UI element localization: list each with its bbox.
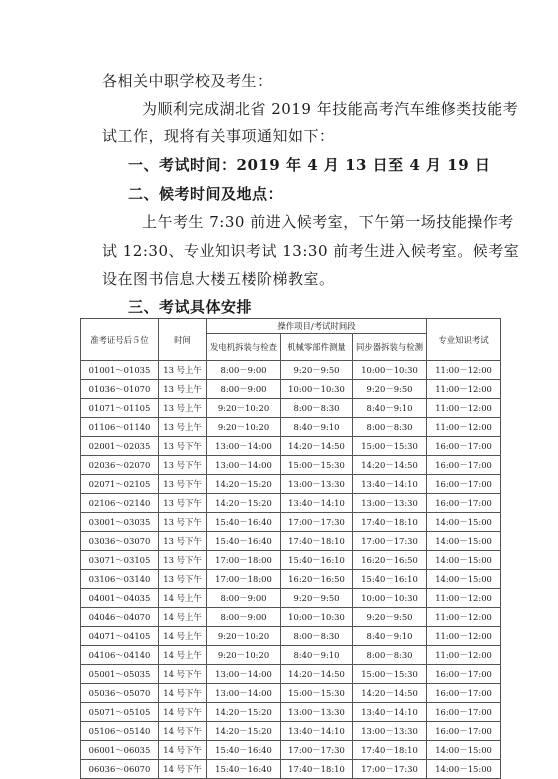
cell-measurement: 13:40－14:10 <box>281 722 353 741</box>
header-time: 时间 <box>159 319 207 361</box>
table-row <box>81 589 501 608</box>
section-schedule-heading: 三、考试具体安排 <box>128 298 253 316</box>
table-row <box>81 551 501 570</box>
cell-measurement: 16:20－16:50 <box>281 570 353 589</box>
cell-synchronizer: 17:00－17:30 <box>353 532 427 551</box>
cell-measurement: 17:40－18:10 <box>281 760 353 779</box>
cell-generator: 17:00－18:00 <box>207 551 281 570</box>
cell-id-range: 04106～04140 <box>81 646 159 665</box>
cell-time: 13 号下午 <box>159 532 207 551</box>
intro-line-1: 为顺利完成湖北省 2019 年技能高考汽车维修类技能考 <box>142 100 519 118</box>
cell-measurement: 13:00－13:30 <box>281 703 353 722</box>
cell-time: 13 号上午 <box>159 380 207 399</box>
cell-knowledge: 11:00－12:00 <box>427 608 501 627</box>
cell-knowledge: 14:00－15:00 <box>427 570 501 589</box>
cell-time: 13 号上午 <box>159 399 207 418</box>
cell-measurement: 8:40－9:10 <box>281 646 353 665</box>
salutation: 各相关中职学校及考生： <box>102 72 273 90</box>
cell-synchronizer: 13:00－13:30 <box>353 722 427 741</box>
cell-synchronizer: 8:40－9:10 <box>353 627 427 646</box>
cell-synchronizer: 10:00－10:30 <box>353 361 427 380</box>
cell-id-range: 02106～02140 <box>81 494 159 513</box>
cell-time: 13 号上午 <box>159 418 207 437</box>
cell-time: 14 号下午 <box>159 760 207 779</box>
cell-knowledge: 11:00－12:00 <box>427 646 501 665</box>
cell-id-range: 04071～04105 <box>81 627 159 646</box>
cell-synchronizer: 17:40－18:10 <box>353 513 427 532</box>
table-row <box>81 665 501 684</box>
cell-generator: 13:00－14:00 <box>207 456 281 475</box>
section-exam-time: 一、考试时间：2019 年 4 月 13 日至 4 月 19 日 <box>128 156 491 174</box>
cell-generator: 8:00－9:00 <box>207 380 281 399</box>
cell-knowledge: 14:00－15:00 <box>427 513 501 532</box>
exam-schedule-table <box>80 318 501 779</box>
cell-generator: 9:20－10:20 <box>207 399 281 418</box>
cell-id-range: 03036～03070 <box>81 532 159 551</box>
table-row <box>81 532 501 551</box>
cell-time: 14 号上午 <box>159 646 207 665</box>
cell-generator: 14:20－15:20 <box>207 722 281 741</box>
cell-synchronizer: 8:40－9:10 <box>353 399 427 418</box>
cell-generator: 15:40－16:40 <box>207 760 281 779</box>
waiting-line-2: 试 12:30、专业知识考试 13:30 前考生进入候考室。候考室 <box>102 242 520 260</box>
cell-time: 14 号下午 <box>159 722 207 741</box>
table-row <box>81 646 501 665</box>
cell-id-range: 05001～05035 <box>81 665 159 684</box>
cell-synchronizer: 15:00－15:30 <box>353 665 427 684</box>
cell-time: 13 号下午 <box>159 570 207 589</box>
cell-knowledge: 14:00－15:00 <box>427 760 501 779</box>
cell-synchronizer: 13:00－13:30 <box>353 494 427 513</box>
table-row <box>81 684 501 703</box>
table-row <box>81 570 501 589</box>
cell-measurement: 15:40－16:10 <box>281 551 353 570</box>
cell-synchronizer: 8:00－8:30 <box>353 646 427 665</box>
cell-time: 13 号下午 <box>159 494 207 513</box>
cell-measurement: 15:00－15:30 <box>281 456 353 475</box>
cell-measurement: 8:00－8:30 <box>281 627 353 646</box>
intro-line-2: 试工作，现将有关事项通知如下： <box>102 127 335 145</box>
cell-knowledge: 11:00－12:00 <box>427 399 501 418</box>
table-row <box>81 760 501 779</box>
cell-measurement: 13:00－13:30 <box>281 475 353 494</box>
table-row <box>81 437 501 456</box>
cell-knowledge: 16:00－17:00 <box>427 437 501 456</box>
cell-measurement: 15:00－15:30 <box>281 684 353 703</box>
table-row <box>81 361 501 380</box>
cell-generator: 13:00－14:00 <box>207 684 281 703</box>
cell-id-range: 05106～05140 <box>81 722 159 741</box>
cell-synchronizer: 14:20－14:50 <box>353 456 427 475</box>
cell-knowledge: 14:00－15:00 <box>427 551 501 570</box>
cell-id-range: 01001～01035 <box>81 361 159 380</box>
cell-time: 13 号下午 <box>159 551 207 570</box>
cell-time: 14 号下午 <box>159 665 207 684</box>
cell-knowledge: 16:00－17:00 <box>427 494 501 513</box>
cell-knowledge: 14:00－15:00 <box>427 741 501 760</box>
cell-time: 13 号下午 <box>159 437 207 456</box>
cell-time: 14 号上午 <box>159 608 207 627</box>
cell-measurement: 8:40－9:10 <box>281 418 353 437</box>
cell-id-range: 03071～03105 <box>81 551 159 570</box>
header-measurement: 机械零部件测量 <box>281 334 353 361</box>
cell-id-range: 04046～04070 <box>81 608 159 627</box>
cell-generator: 14:20－15:20 <box>207 703 281 722</box>
cell-measurement: 14:20－14:50 <box>281 437 353 456</box>
cell-measurement: 13:40－14:10 <box>281 494 353 513</box>
waiting-line-3: 设在图书信息大楼五楼阶梯教室。 <box>102 270 335 288</box>
section-waiting-heading: 二、候考时间及地点： <box>128 185 284 203</box>
cell-measurement: 17:40－18:10 <box>281 532 353 551</box>
header-operations-group: 操作项目/考试时间段 <box>207 319 427 334</box>
header-synchronizer: 同步器拆装与检测 <box>353 334 427 361</box>
cell-knowledge: 14:00－15:00 <box>427 532 501 551</box>
cell-id-range: 01036～01070 <box>81 380 159 399</box>
cell-id-range: 02071～02105 <box>81 475 159 494</box>
table-row <box>81 456 501 475</box>
cell-generator: 8:00－9:00 <box>207 608 281 627</box>
cell-id-range: 03001～03035 <box>81 513 159 532</box>
cell-knowledge: 11:00－12:00 <box>427 361 501 380</box>
cell-time: 13 号下午 <box>159 513 207 532</box>
cell-time: 14 号上午 <box>159 627 207 646</box>
cell-id-range: 04001～04035 <box>81 589 159 608</box>
cell-id-range: 01071～01105 <box>81 399 159 418</box>
cell-generator: 14:20－15:20 <box>207 475 281 494</box>
schedule-body <box>81 361 501 779</box>
cell-generator: 13:00－14:00 <box>207 665 281 684</box>
cell-time: 13 号上午 <box>159 361 207 380</box>
table-row <box>81 380 501 399</box>
cell-synchronizer: 17:40－18:10 <box>353 741 427 760</box>
cell-measurement: 10:00－10:30 <box>281 380 353 399</box>
table-row <box>81 513 501 532</box>
cell-synchronizer: 13:40－14:10 <box>353 703 427 722</box>
table-row <box>81 608 501 627</box>
cell-knowledge: 16:00－17:00 <box>427 703 501 722</box>
cell-generator: 13:00－14:00 <box>207 437 281 456</box>
cell-measurement: 17:00－17:30 <box>281 513 353 532</box>
cell-generator: 8:00－9:00 <box>207 589 281 608</box>
cell-generator: 15:40－16:40 <box>207 532 281 551</box>
cell-synchronizer: 9:20－9:50 <box>353 380 427 399</box>
cell-synchronizer: 8:00－8:30 <box>353 418 427 437</box>
cell-measurement: 9:20－9:50 <box>281 589 353 608</box>
cell-measurement: 10:00－10:30 <box>281 608 353 627</box>
cell-synchronizer: 17:00－17:30 <box>353 760 427 779</box>
cell-synchronizer: 16:20－16:50 <box>353 551 427 570</box>
table-row <box>81 741 501 760</box>
header-knowledge-exam: 专业知识考试 <box>427 319 501 361</box>
cell-knowledge: 16:00－17:00 <box>427 665 501 684</box>
cell-generator: 14:20－15:20 <box>207 494 281 513</box>
table-row <box>81 475 501 494</box>
cell-id-range: 06036～06070 <box>81 760 159 779</box>
cell-synchronizer: 14:20－14:50 <box>353 684 427 703</box>
cell-generator: 15:40－16:40 <box>207 513 281 532</box>
table-row <box>81 418 501 437</box>
cell-measurement: 9:20－9:50 <box>281 361 353 380</box>
header-id-range: 准考证号后５位 <box>81 319 159 361</box>
cell-generator: 17:00－18:00 <box>207 570 281 589</box>
cell-time: 14 号下午 <box>159 703 207 722</box>
cell-knowledge: 11:00－12:00 <box>427 418 501 437</box>
cell-id-range: 05071～05105 <box>81 703 159 722</box>
cell-knowledge: 16:00－17:00 <box>427 475 501 494</box>
cell-id-range: 05036～05070 <box>81 684 159 703</box>
cell-measurement: 14:20－14:50 <box>281 665 353 684</box>
cell-id-range: 02036～02070 <box>81 456 159 475</box>
cell-knowledge: 16:00－17:00 <box>427 456 501 475</box>
cell-measurement: 8:00－8:30 <box>281 399 353 418</box>
cell-knowledge: 11:00－12:00 <box>427 380 501 399</box>
cell-synchronizer: 9:20－9:50 <box>353 608 427 627</box>
table-row <box>81 703 501 722</box>
cell-generator: 15:40－16:40 <box>207 741 281 760</box>
waiting-line-1: 上午考生 7:30 前进入候考室，下午第一场技能操作考 <box>142 213 514 231</box>
cell-id-range: 03106～03140 <box>81 570 159 589</box>
cell-id-range: 06001～06035 <box>81 741 159 760</box>
table-row <box>81 399 501 418</box>
header-generator: 发电机拆装与检查 <box>207 334 281 361</box>
cell-synchronizer: 10:00－10:30 <box>353 589 427 608</box>
cell-synchronizer: 13:40－14:10 <box>353 475 427 494</box>
cell-synchronizer: 15:00－15:30 <box>353 437 427 456</box>
cell-knowledge: 11:00－12:00 <box>427 589 501 608</box>
cell-knowledge: 16:00－17:00 <box>427 722 501 741</box>
cell-time: 14 号上午 <box>159 589 207 608</box>
table-row <box>81 494 501 513</box>
cell-id-range: 02001～02035 <box>81 437 159 456</box>
cell-knowledge: 16:00－17:00 <box>427 684 501 703</box>
cell-synchronizer: 15:40－16:10 <box>353 570 427 589</box>
cell-generator: 9:20－10:20 <box>207 627 281 646</box>
cell-time: 14 号下午 <box>159 684 207 703</box>
cell-time: 13 号下午 <box>159 456 207 475</box>
cell-time: 13 号下午 <box>159 475 207 494</box>
table-row <box>81 627 501 646</box>
table-row <box>81 722 501 741</box>
cell-generator: 9:20－10:20 <box>207 646 281 665</box>
cell-time: 14 号下午 <box>159 741 207 760</box>
cell-id-range: 01106～01140 <box>81 418 159 437</box>
cell-generator: 9:20－10:20 <box>207 418 281 437</box>
cell-measurement: 17:00－17:30 <box>281 741 353 760</box>
cell-knowledge: 11:00－12:00 <box>427 627 501 646</box>
cell-generator: 8:00－9:00 <box>207 361 281 380</box>
